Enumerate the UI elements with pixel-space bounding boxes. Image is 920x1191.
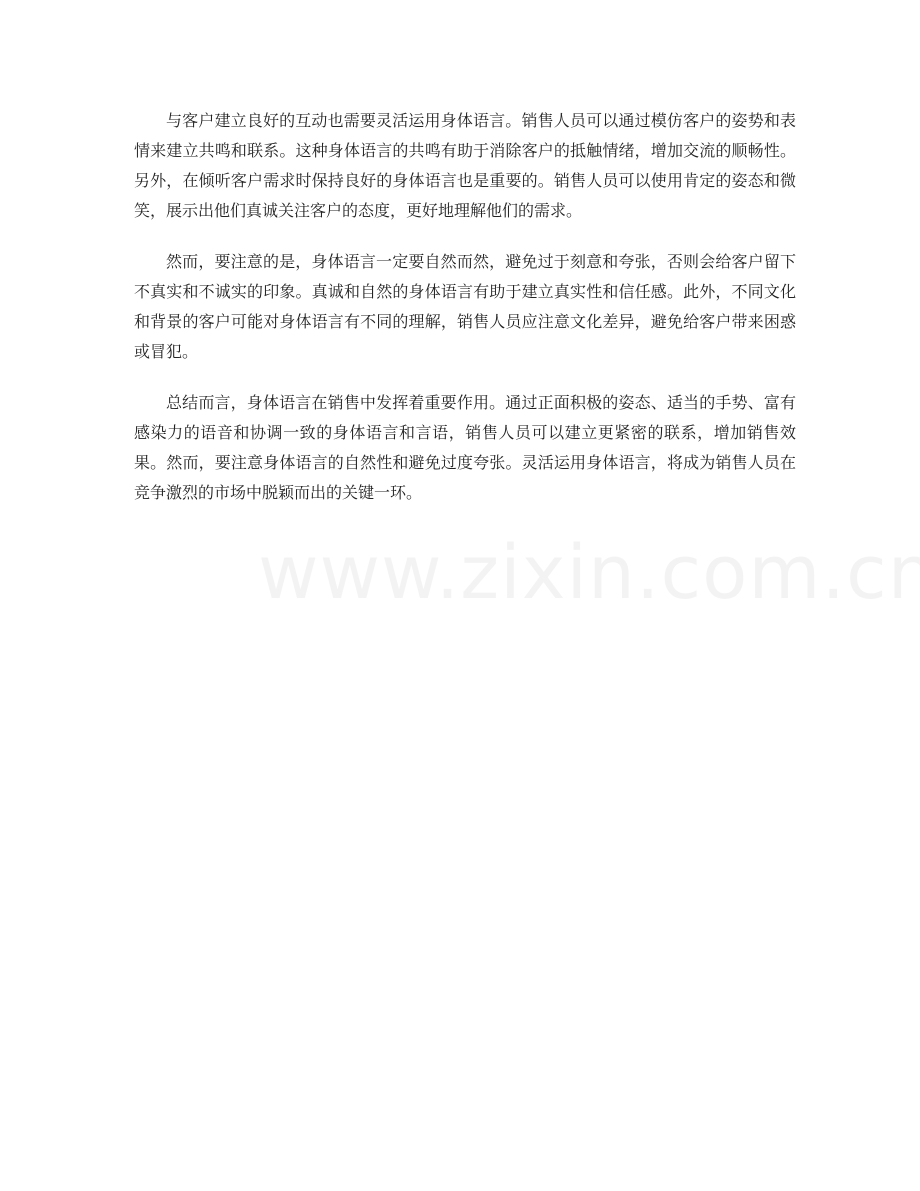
paragraph-1: 与客户建立良好的互动也需要灵活运用身体语言。销售人员可以通过模仿客户的姿势和表情来建立共鸣和联系。这种身体语言的共鸣有助于消除客户的抵触情绪，增加交流的顺畅性。另外，在倾听客户需求时保持良好的身体语言也是重要的。销售人员可以使用肯定的姿态和微笑，展示出他们真诚关注客户的态度，更好地理解他们的需求。 (134, 111, 796, 220)
document-body (134, 106, 796, 529)
watermark (258, 528, 920, 618)
paragraph-3: 总结而言，身体语言在销售中发挥着重要作用。通过正面积极的姿态、适当的手势、富有感染力的语音和协调一致的身体语言和言语，销售人员可以建立更紧密的联系，增加销售效果。然而，要注意身体语言的自然性和避免过度夸张。灵活运用身体语言，将成为销售人员在竞争激烈的市场中脱颖而出的关键一环。 (134, 393, 796, 502)
paragraph-2: 然而，要注意的是，身体语言一定要自然而然，避免过于刻意和夸张，否则会给客户留下不真实和不诚实的印象。真诚和自然的身体语言有助于建立真实性和信任感。此外，不同文化和背景的客户可能对身体语言有不同的理解，销售人员应注意文化差异，避免给客户带来困惑或冒犯。 (134, 252, 796, 361)
